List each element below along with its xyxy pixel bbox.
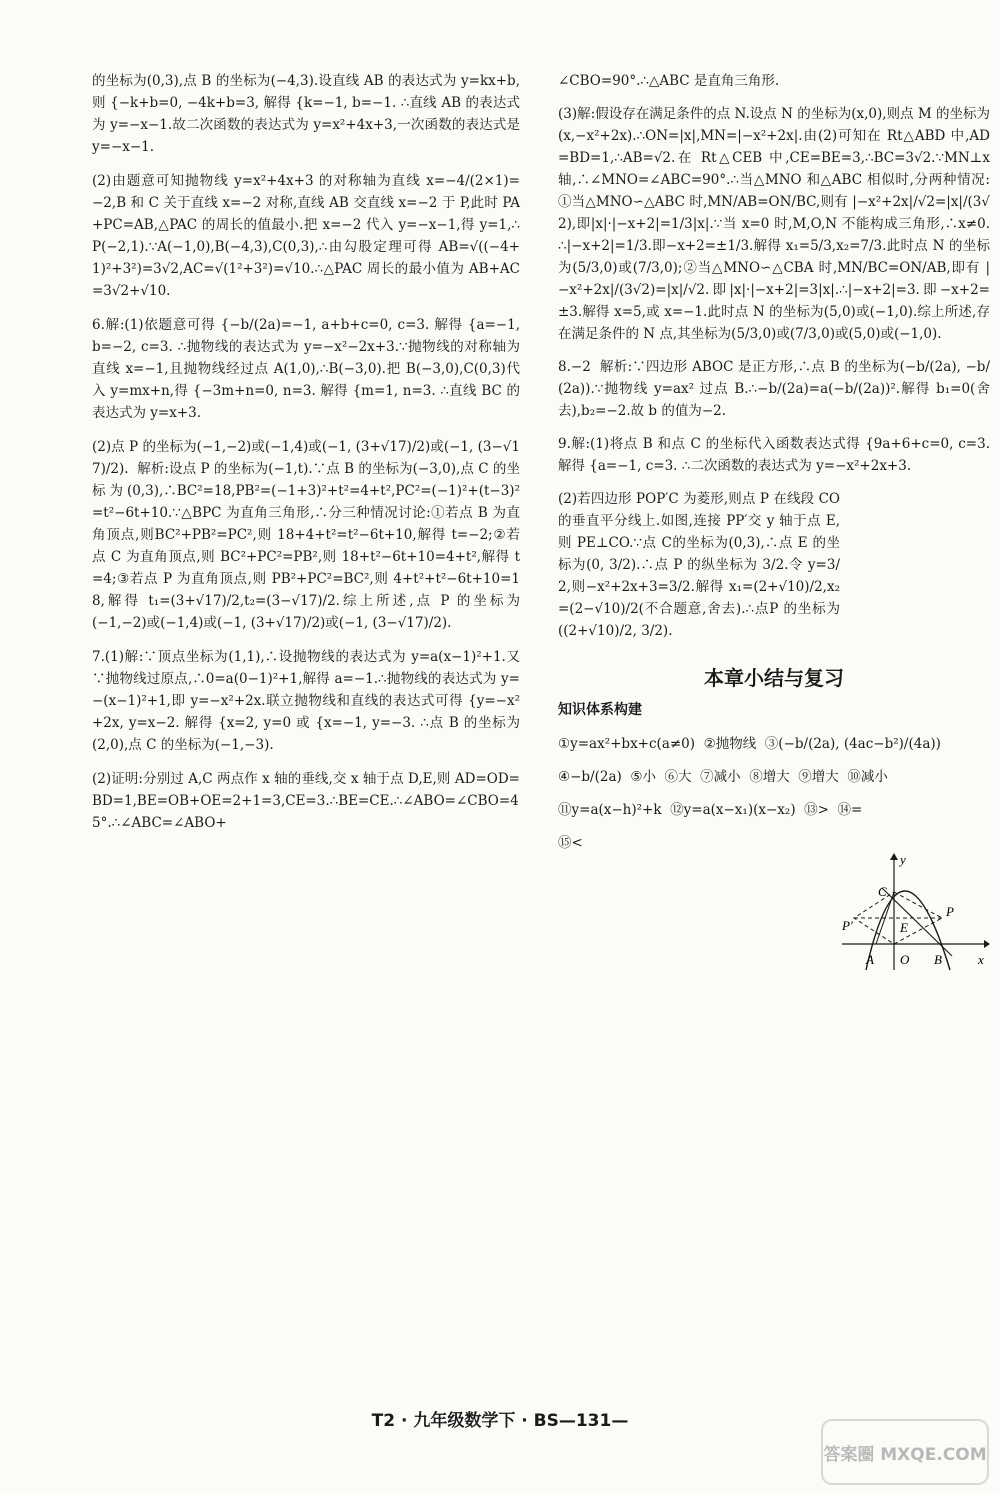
paragraph: (2)若四边形 POP′C 为菱形,则点 P 在线段 CO 的垂直平分线上.如图,连接 PP′交 y 轴于点 E,则 PE⊥CO.∵点 C的坐标为(0,3),∴点 E 的坐标为(0, 3/2).∴点 P 的纵坐标为 3/2.令 y=3/2,则−x²+2x+3=3/2.解得 x₁=(2+√10)/2,x₂=(2−√10)/2(不合题意,舍去).∴点P 的坐标为((2+√10)/2, 3/2).	[558, 491, 845, 639]
paragraph: (2)由题意可知抛物线 y=x²+4x+3 的对称轴为直线 x=−4/(2×1)=−2,B 和 C 关于直线 x=−2 对称,直线 AB 交直线 x=−2 于 P,此时 PA+PC=AB,△PAC 的周长的值最小.把 x=−2 代入 y=−x−1,得 y=1,∴P(−2,1).∵A(−1,0),B(−4,3),C(0,3),∴由勾股定理可得 AB=√((−4+1)²+3²)=3√2,AC=√(1²+3²)=√10.∴△PAC 周长的最小值为 AB+AC=3√2+√10.	[92, 173, 520, 299]
label-O: O	[900, 952, 910, 967]
knowledge-item: ⑪y=a(x−h)²+k ⑫y=a(x−x₁)(x−x₂) ⑬> ⑭=	[558, 802, 863, 818]
watermark-logo	[820, 1418, 990, 1486]
paragraph: 7.(1)解:∵顶点坐标为(1,1),∴设抛物线的表达式为 y=a(x−1)²+1.又∵抛物线过原点,∴0=a(0−1)²+1,解得 a=−1.∴抛物线的表达式为 y=−(x−1)²+1,即 y=−x²+2x.联立抛物线和直线的表达式可得 {y=−x²+2x, y=x−2. 解得 {x=2, y=0 或 {x=−1, y=−3. ∴点 B 的坐标为(2,0),点 C 的坐标为(−1,−3).	[92, 649, 520, 753]
paragraph: (2)点 P 的坐标为(−1,−2)或(−1,4)或(−1, (3+√17)/2)或(−1, (3−√17)/2). 解析:设点 P 的坐标为(−1,t).∵点 B 的坐标为(−3,0),点 C 的坐标为(0,3),∴BC²=18,PB²=(−1+3)²+t²=4+t²,PC²=(−1)²+(t−3)²=t²−6t+10.∵△BPC 为直角三角形,∴分三种情况讨论:①若点 B 为直角顶点,则BC²+PB²=PC²,则 18+4+t²=t²−6t+10,解得 t=−2;②若点 C 为直角顶点,则 BC²+PC²=PB²,则 18+t²−6t+10=4+t²,解得 t=4;③若点 P 为直角顶点,则 PB²+PC²=BC²,则 4+t²+t²−6t+10=18,解得 t₁=(3+√17)/2,t₂=(3−√17)/2.综上所述,点 P 的坐标为(−1,−2)或(−1,4)或(−1, (3+√17)/2)或(−1, (3−√17)/2).	[92, 439, 520, 631]
paragraph: ∠CBO=90°.∴△ABC 是直角三角形.	[558, 73, 780, 89]
y-axis-arrow-icon	[890, 853, 898, 860]
line-BC	[882, 888, 952, 956]
label-P: P	[946, 904, 954, 919]
knowledge-item: ④−b/(2a) ⑤小 ⑥大 ⑦减小 ⑧增大 ⑨增大 ⑩减小	[558, 769, 888, 785]
paragraph: 9.解:(1)将点 B 和点 C 的坐标代入函数表达式得 {9a+6+c=0, c=3. 解得 {a=−1, c=3. ∴二次函数的表达式为 y=−x²+2x+3.	[558, 436, 995, 474]
label-A: A	[866, 952, 874, 967]
section-subtitle: 知识体系构建	[558, 702, 642, 718]
label-C: C	[878, 884, 887, 899]
label-P-prime: P′	[842, 918, 853, 933]
x-axis-arrow-icon	[984, 940, 990, 948]
label-B: B	[934, 952, 942, 967]
knowledge-item: ①y=ax²+bx+c(a≠0) ②抛物线 ③(−b/(2a), (4ac−b²)/(4a))	[558, 736, 941, 752]
knowledge-item: ⑮<	[558, 835, 583, 851]
watermark-text: 答案圈 MXQE.COM	[823, 1445, 987, 1465]
left-column	[92, 70, 525, 846]
section-title: 本章小结与复习	[704, 666, 844, 690]
paragraph: 6.解:(1)依题意可得 {−b/(2a)=−1, a+b+c=0, c=3. 解得 {a=−1, b=−2, c=3. ∴抛物线的表达式为 y=−x²−2x+3.∵抛物线的对称轴为直线 x=−1,且抛物线经过点 A(1,0),∴B(−3,0).把 B(−3,0),C(0,3)代入 y=mx+n,得 {−3m+n=0, n=3. 解得 {m=1, n=3. ∴直线 BC 的表达式为 y=x+3.	[92, 317, 525, 421]
right-column	[558, 70, 995, 865]
paragraph: 8.−2 解析:∵四边形 ABOC 是正方形,∴点 B 的坐标为(−b/(2a), −b/(2a)).∵抛物线 y=ax² 过点 B.∴−b/(2a)=a(−b/(2a))².解得 b₁=0(舍去),b₂=−2.故 b 的值为−2.	[558, 359, 990, 419]
label-x: x	[978, 952, 984, 967]
paragraph: (3)解:假设存在满足条件的点 N.设点 N 的坐标为(x,0),则点 M 的坐标为(x,−x²+2x).∴ON=|x|,MN=|−x²+2x|.由(2)可知在 Rt△ABD 中,AD=BD=1,∴AB=√2.在 Rt△CEB 中,CE=BE=3,∴BC=3√2.∵MN⊥x 轴,∴∠MNO=∠ABC=90°.∴当△MNO 和△ABC 相似时,分两种情况:①当△MNO∽△ABC 时,MN/AB=ON/BC,则有 |−x²+2x|/√2=|x|/(3√2),即|x|·|−x+2|=1/3|x|.∵当 x=0 时,M,O,N 不能构成三角形,∴x≠0.∴|−x+2|=1/3.即−x+2=±1/3.解得 x₁=5/3,x₂=7/3.此时点 N 的坐标为(5/3,0)或(7/3,0);②当△MNO∽△CBA 时,MN/BC=ON/AB,即有 |−x²+2x|/(3√2)=|x|/√2.即|x|·|−x+2|=3|x|.∴|−x+2|=3.即−x+2=±3.解得 x=5,或 x=−1.此时点 N 的坐标为(5,0)或(−1,0).综上所述,存在满足条件的 N 点,其坐标为(5/3,0)或(7/3,0)或(5,0)或(−1,0).	[558, 106, 995, 342]
parabola-rhombus-figure	[842, 852, 990, 972]
paragraph: 的坐标为(0,3),点 B 的坐标为(−4,3).设直线 AB 的表达式为 y=kx+b,则 {−k+b=0, −4k+b=3, 解得 {k=−1, b=−1. ∴直线 AB 的表达式为 y=−x−1.故二次函数的表达式为 y=x²+4x+3,一次函数的表达式是 y=−x−1.	[92, 73, 525, 155]
paragraph: (2)证明:分别过 A,C 两点作 x 轴的垂线,交 x 轴于点 D,E,则 AD=OD=BD=1,BE=OB+OE=2+1=3,CE=3.∴BE=CE.∴∠ABO=∠CBO=45°.∴∠ABC=∠ABO+	[92, 771, 520, 831]
label-E: E	[900, 920, 908, 935]
page-footer: T2 · 九年级数学下 · BS—131—	[371, 1411, 629, 1431]
label-y: y	[900, 852, 906, 867]
